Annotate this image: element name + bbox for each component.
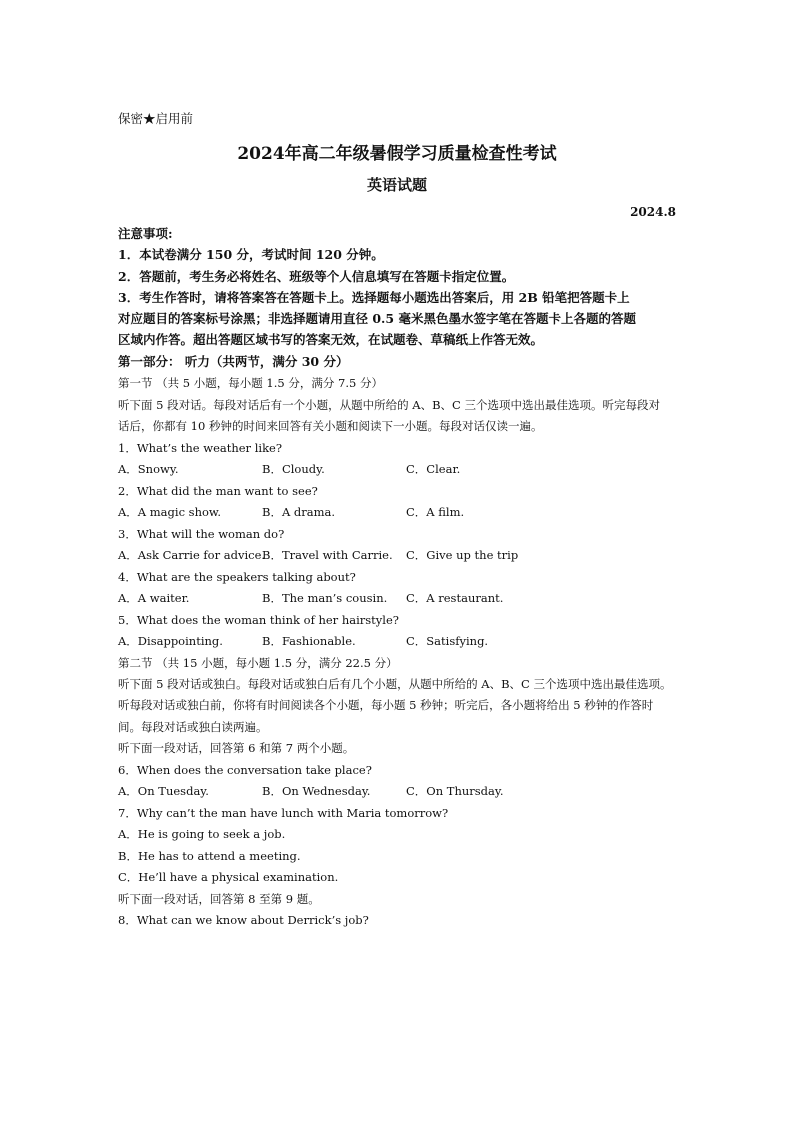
section1-instr-line1: 听下面 5 段对话。每段对话后有一个小题，从题中所给的 A、B、C 三个选项中选出最佳选项。听完每段对 (118, 398, 660, 412)
notice-item-3-line3: 区域内作答。超出答题区域书写的答案无效，在试题卷、草稿纸上作答无效。 (118, 332, 544, 347)
question-stem: 3．What will the woman do? (118, 527, 285, 541)
option-a: A．He is going to seek a job. (118, 827, 286, 841)
question-stem: 1．What’s the weather like? (118, 441, 283, 455)
option-a: A．Disappointing. (118, 634, 223, 648)
option-b: B．Cloudy. (262, 462, 325, 476)
option-a: A．On Tuesday. (118, 784, 209, 798)
section1-instr-line2: 话后，你都有 10 秒钟的时间来回答有关小题和阅读下一小题。每段对话仅读一遍。 (118, 419, 543, 433)
option-b: B．A drama. (262, 505, 336, 519)
section1-heading: 第一节 （共 5 小题，每小题 1.5 分，满分 7.5 分） (118, 376, 383, 390)
question-stem: 2．What did the man want to see? (118, 484, 318, 498)
dialog-intro: 听下面一段对话，回答第 6 和第 7 两个小题。 (118, 741, 355, 755)
question-stem: 5．What does the woman think of her hairstyle? (118, 613, 399, 627)
option-c: C．A restaurant. (406, 591, 504, 605)
confidential-label: 保密★启用前 (118, 111, 194, 126)
option-c: C．Give up the trip (406, 548, 519, 562)
option-c: C．On Thursday. (406, 784, 504, 798)
notice-heading: 注意事项: (118, 226, 173, 241)
option-b: B．He has to attend a meeting. (118, 849, 301, 863)
section2-instr-line1: 听下面 5 段对话或独白。每段对话或独白后有几个小题，从题中所给的 A、B、C 三个选项中选出最佳选项。 (118, 677, 672, 691)
option-c: C．Satisfying. (406, 634, 489, 648)
option-a: A．Snowy. (118, 462, 179, 476)
question-stem: 7．Why can’t the man have lunch with Maria tomorrow? (118, 806, 449, 820)
section2-instr-line2: 听每段对话或独白前，你将有时间阅读各个小题，每小题 5 秒钟；听完后，各小题将给出 5 秒钟的作答时 (118, 698, 654, 712)
option-b: B．Fashionable. (262, 634, 356, 648)
subject-title: 英语试题 (366, 176, 427, 194)
option-a: A．A magic show. (118, 505, 222, 519)
option-b: B．The man’s cousin. (262, 591, 388, 605)
notice-item-1: 1．本试卷满分 150 分，考试时间 120 分钟。 (118, 247, 384, 262)
notice-item-3-line1: 3．考生作答时，请将答案答在答题卡上。选择题每小题选出答案后，用 2B 铅笔把答题卡上 (118, 290, 630, 305)
question-stem: 6．When does the conversation take place? (118, 763, 372, 777)
option-a: A．A waiter. (118, 591, 190, 605)
notice-item-3-line2: 对应题目的答案标号涂黑；非选择题请用直径 0.5 毫米黑色墨水签字笔在答题卡上各题的答题 (118, 311, 636, 326)
option-c: C．He’ll have a physical examination. (118, 870, 339, 884)
question-stem: 4．What are the speakers talking about? (118, 570, 356, 584)
section2-instr-line3: 间。每段对话或独白读两遍。 (118, 720, 268, 734)
option-a: A．Ask Carrie for advice. (118, 548, 266, 562)
notice-item-2: 2．答题前，考生务必将姓名、班级等个人信息填写在答题卡指定位置。 (118, 269, 515, 284)
option-c: C．A film. (406, 505, 465, 519)
exam-date: 2024.8 (630, 205, 676, 219)
part1-heading: 第一部分： 听力（共两节，满分 30 分） (118, 354, 349, 369)
dialog-intro: 听下面一段对话，回答第 8 至第 9 题。 (118, 892, 320, 906)
option-b: B．On Wednesday. (262, 784, 371, 798)
option-c: C．Clear. (406, 462, 461, 476)
question-stem: 8．What can we know about Derrick’s job? (118, 913, 369, 927)
exam-title: 2024年高二年级暑假学习质量检查性考试 (237, 144, 557, 164)
section2-heading: 第二节 （共 15 小题，每小题 1.5 分，满分 22.5 分） (118, 656, 398, 670)
option-b: B．Travel with Carrie. (262, 548, 393, 562)
